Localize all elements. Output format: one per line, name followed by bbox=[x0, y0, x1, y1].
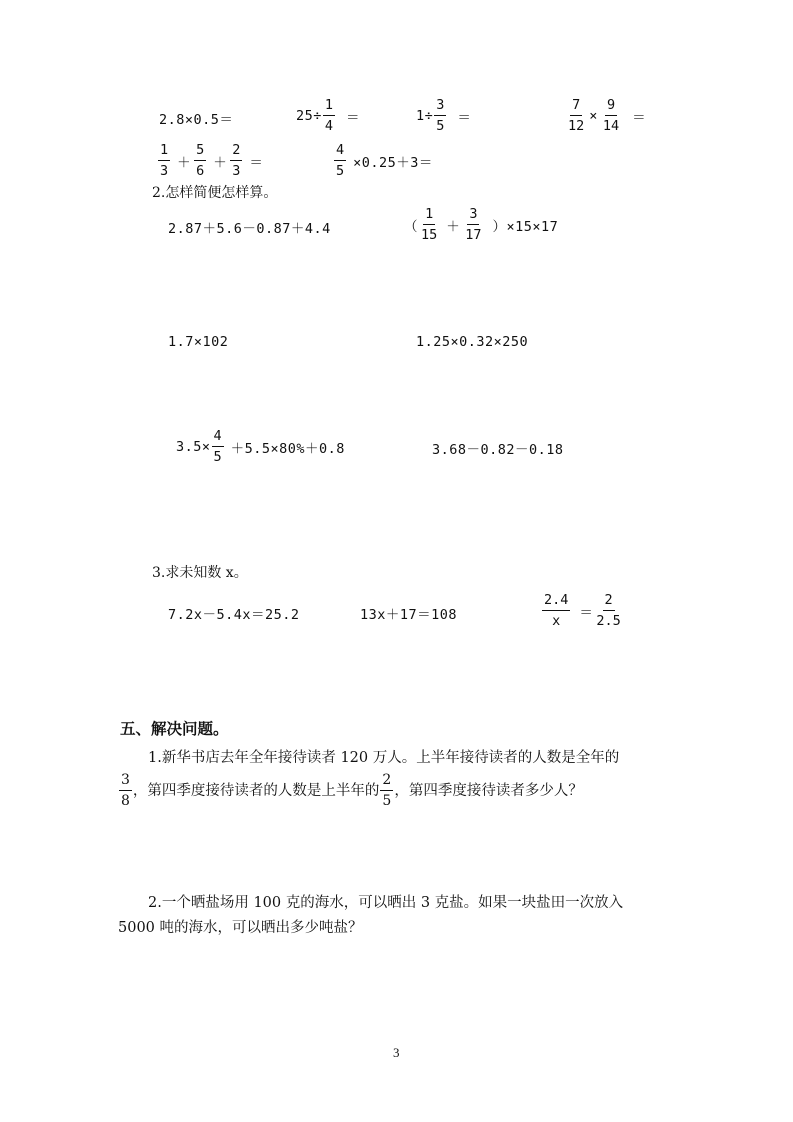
numerator: 1 bbox=[158, 142, 170, 161]
problem-1-line-2 bbox=[118, 772, 583, 810]
denominator: 17 bbox=[465, 227, 482, 243]
equation: 13x＋17＝108 bbox=[360, 607, 458, 623]
numerator: 3 bbox=[119, 772, 132, 791]
section-title: 3.求未知数 x。 bbox=[152, 565, 248, 581]
fraction bbox=[380, 772, 393, 810]
equation bbox=[541, 592, 624, 630]
expr-text: ×0.25＋3＝ bbox=[353, 155, 433, 171]
fraction bbox=[194, 142, 206, 180]
denominator: 5 bbox=[213, 449, 222, 465]
expr-text: 3.5× bbox=[176, 439, 211, 455]
problem-text: ，第四季度接待读者多少人？ bbox=[394, 783, 583, 799]
calc-expr-3 bbox=[416, 97, 471, 135]
section-heading: 五、解决问题。 bbox=[120, 720, 229, 738]
problem-expr bbox=[176, 428, 345, 466]
expr-text: 1÷ bbox=[416, 108, 434, 124]
numerator: 2 bbox=[230, 142, 242, 161]
fraction bbox=[434, 97, 446, 135]
numerator: 4 bbox=[334, 142, 346, 161]
fraction bbox=[542, 592, 570, 630]
denominator: 12 bbox=[568, 118, 585, 134]
numerator: 1 bbox=[323, 97, 335, 116]
problem-expr: 1.7×102 bbox=[168, 334, 229, 350]
denominator: 3 bbox=[232, 163, 241, 179]
fraction bbox=[594, 592, 622, 630]
numerator: 2 bbox=[380, 772, 393, 791]
denominator: 14 bbox=[602, 118, 620, 134]
numerator: 5 bbox=[194, 142, 206, 161]
expr-text: ）×15×17 bbox=[492, 219, 559, 235]
denominator: x bbox=[552, 613, 561, 629]
denominator: 6 bbox=[196, 163, 205, 179]
denominator: 15 bbox=[421, 227, 438, 243]
expr-text: × bbox=[589, 108, 598, 124]
problem-2-line-1: 2.一个晒盐场用 100 克的海水，可以晒出 3 克盐。如果一块盐田一次放入 bbox=[148, 895, 624, 911]
calc-expr-6 bbox=[333, 142, 433, 180]
numerator: 1 bbox=[423, 206, 435, 225]
expr-text: ＝ bbox=[579, 605, 594, 621]
denominator: 4 bbox=[324, 118, 334, 134]
calc-expr-5 bbox=[157, 142, 263, 180]
problem-expr: 3.68－0.82－0.18 bbox=[432, 442, 564, 458]
fraction bbox=[212, 428, 224, 466]
fraction bbox=[601, 97, 621, 135]
fraction bbox=[158, 142, 170, 180]
fraction bbox=[419, 206, 439, 244]
expr-text: ＋ bbox=[213, 155, 228, 171]
problem-expr: 1.25×0.32×250 bbox=[416, 334, 529, 350]
problem-expr bbox=[404, 206, 558, 244]
fraction bbox=[566, 97, 586, 135]
numerator: 4 bbox=[212, 428, 224, 447]
fraction bbox=[334, 142, 346, 180]
fraction bbox=[119, 772, 132, 810]
expr-text: ＝ bbox=[457, 110, 472, 126]
fraction bbox=[463, 206, 483, 244]
problem-expr: 2.87＋5.6－0.87＋4.4 bbox=[168, 221, 331, 237]
expr-text: 25÷ bbox=[296, 108, 322, 124]
section-title: 2.怎样简便怎样算。 bbox=[152, 185, 278, 201]
numerator: 7 bbox=[570, 97, 582, 116]
expr-text: ＝ bbox=[632, 110, 647, 126]
problem-text: ，第四季度接待读者的人数是上半年的 bbox=[132, 783, 380, 799]
expr-text: ＋ bbox=[446, 219, 461, 235]
expr-text: ＋5.5×80%＋0.8 bbox=[230, 441, 345, 457]
denominator: 2.5 bbox=[596, 613, 621, 629]
fraction bbox=[323, 97, 335, 135]
denominator: 5 bbox=[436, 118, 445, 134]
expr-text: ＝ bbox=[249, 155, 264, 171]
numerator: 2.4 bbox=[542, 592, 570, 611]
problem-1-line-1: 1.新华书店去年全年接待读者 120 万人。上半年接待读者的人数是全年的 bbox=[148, 750, 620, 766]
denominator: 5 bbox=[382, 793, 392, 809]
calc-expr-4 bbox=[565, 97, 646, 135]
fraction bbox=[230, 142, 242, 180]
equation: 7.2x－5.4x＝25.2 bbox=[168, 607, 300, 623]
expr-text: （ bbox=[404, 219, 418, 235]
calc-expr-1: 2.8×0.5＝ bbox=[159, 112, 234, 128]
numerator: 9 bbox=[605, 97, 617, 116]
denominator: 5 bbox=[336, 163, 345, 179]
numerator: 2 bbox=[603, 592, 615, 611]
page-number: 3 bbox=[393, 1045, 400, 1060]
numerator: 3 bbox=[467, 206, 479, 225]
denominator: 3 bbox=[160, 163, 169, 179]
expr-text: ＝ bbox=[346, 110, 361, 126]
calc-expr-2 bbox=[296, 97, 360, 135]
numerator: 3 bbox=[434, 97, 446, 116]
problem-2-line-2: 5000 吨的海水，可以晒出多少吨盐？ bbox=[118, 920, 363, 936]
expr-text: ＋ bbox=[177, 155, 192, 171]
denominator: 8 bbox=[121, 793, 130, 809]
